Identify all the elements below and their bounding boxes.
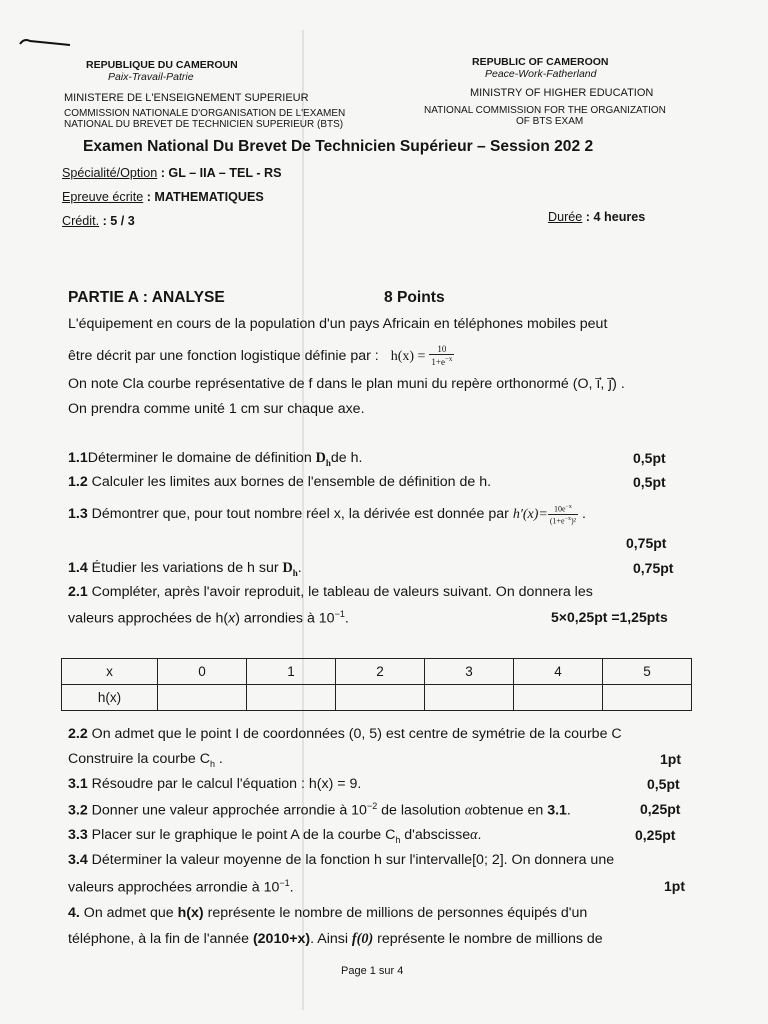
header-left-country: REPUBLIQUE DU CAMEROUN — [86, 59, 238, 71]
table-header-cell: 5 — [603, 659, 692, 685]
question-1-3: 1.3 Démontrer que, pour tout nombre réel x, la dérivée est donnée par h′(x)= $\frac{10e^{-x}}{(1+e^{-x})^2}$ . — [68, 504, 586, 526]
table-cell — [247, 685, 336, 711]
table-cell — [514, 685, 603, 711]
table-header-cell: 4 — [514, 659, 603, 685]
question-1-2: 1.2 Calculer les limites aux bornes de l'ensemble de définition de h. — [68, 474, 492, 490]
question-2-2-points: 1pt — [660, 751, 681, 767]
question-3-4-line-2: valeurs approchées arrondie à $10^{-1}$. — [68, 878, 294, 896]
header-left-motto: Paix-Travail-Patrie — [108, 71, 194, 83]
part-a-points: 8 Points — [384, 289, 445, 306]
header-right-motto: Peace-Work-Fatherland — [485, 68, 597, 80]
pen-mark — [18, 38, 72, 47]
header-right-country: REPUBLIC OF CAMEROON — [472, 56, 609, 68]
table-header-cell: 3 — [425, 659, 514, 685]
question-1-2-points: 0,5pt — [633, 474, 666, 490]
question-3-4-points: 1pt — [664, 878, 685, 894]
question-1-1-points: 0,5pt — [633, 450, 666, 466]
credit-line: Crédit. : 5 / 3 — [62, 214, 135, 228]
specialite-line: Spécialité/Option : GL – IIA – TEL - RS — [62, 166, 282, 180]
table-cell — [336, 685, 425, 711]
table-cell — [425, 685, 514, 711]
question-2-1-points: 5×0,25pt =1,25pts — [551, 609, 668, 625]
header-right-commission-1: NATIONAL COMMISSION FOR THE ORGANIZATION — [424, 105, 666, 116]
table-cell — [603, 685, 692, 711]
table-row-label: h(x) — [62, 685, 158, 711]
question-1-4-points: 0,75pt — [633, 560, 674, 576]
table-cell — [158, 685, 247, 711]
question-1-1: 1.1Déterminer le domaine de définition $D_hde$ h. — [68, 450, 363, 468]
question-2-1-line-2: valeurs approchées de h(x) arrondies à $10^{-1}$. — [68, 609, 349, 627]
question-2-1-line-1: 2.1 Compléter, après l'avoir reproduit, le tableau de valeurs suivant. On donnera les — [68, 584, 593, 600]
intro-line-1: L'équipement en cours de la population d'un pays Africain en téléphones mobiles peut — [68, 316, 608, 332]
question-4-line-1: 4. On admet que h(x) représente le nombre de millions de personnes équipés d'un — [68, 905, 588, 921]
question-3-2-points: 0,25pt — [640, 801, 681, 817]
duree-line: Durée : 4 heures — [548, 210, 646, 224]
question-3-3-points: 0,25pt — [635, 827, 676, 843]
page-number: Page 1 sur 4 — [341, 965, 404, 977]
values-table — [61, 658, 692, 711]
header-right-commission-2: OF BTS EXAM — [516, 116, 584, 127]
intro-line-2: être décrit par une fonction logistique définie par : h(x) = $\frac{10}{1+e^{-x}}$ — [68, 344, 453, 367]
question-2-2-line-1: 2.2 On admet que le point I de coordonnées (0, 5) est centre de symétrie de la courbe C — [68, 726, 622, 742]
table-header-row — [62, 659, 692, 685]
question-3-1-points: 0,5pt — [647, 776, 680, 792]
table-header-cell: 1 — [247, 659, 336, 685]
question-4-line-2: téléphone, à la fin de l'année (2010+x). Ainsi f(0) représente le nombre de millions de — [68, 931, 603, 947]
part-a-title: PARTIE A : ANALYSE — [68, 289, 225, 306]
table-header-cell: 2 — [336, 659, 425, 685]
question-3-3: 3.3 Placer sur le graphique le point A de la courbe $C_h$ d'abscisseα. — [68, 827, 482, 845]
question-3-4-line-1: 3.4 Déterminer la valeur moyenne de la fonction h sur l'intervalle[0; 2]. On donnera une — [68, 852, 615, 868]
intro-line-4: On prendra comme unité 1 cm sur chaque axe. — [68, 401, 365, 417]
header-left-commission-2: NATIONAL DU BREVET DE TECHNICIEN SUPERIEUR (BTS) — [64, 119, 344, 130]
header-left-commission-1: COMMISSION NATIONALE D'ORGANISATION DE L'EXAMEN — [64, 108, 346, 119]
question-3-2: 3.2 Donner une valeur approchée arrondie à $10^{-2}$ de lasolution αobtenue en 3.1. — [68, 801, 571, 819]
exam-title: Examen National Du Brevet De Technicien Supérieur – Session 202 2 — [83, 138, 594, 155]
question-2-2-line-2: Construire la courbe $C_h$ . — [68, 751, 223, 769]
question-3-1: 3.1 Résoudre par le calcul l'équation : h(x) = 9. — [68, 776, 362, 792]
header-right-ministry: MINISTRY OF HIGHER EDUCATION — [470, 87, 654, 99]
question-1-3-points: 0,75pt — [626, 535, 667, 551]
intro-line-3: On note Cla courbe représentative de f dans le plan muni du repère orthonormé (O, ı⃗, ȷ⃗) . — [68, 376, 625, 392]
table-header-cell: x — [62, 659, 158, 685]
epreuve-line: Epreuve écrite : MATHEMATIQUES — [62, 190, 264, 204]
table-row — [62, 685, 692, 711]
header-left-ministry: MINISTERE DE L'ENSEIGNEMENT SUPERIEUR — [64, 92, 309, 104]
table-header-cell: 0 — [158, 659, 247, 685]
question-1-4: 1.4 Étudier les variations de h sur $D_h$. — [68, 560, 302, 578]
